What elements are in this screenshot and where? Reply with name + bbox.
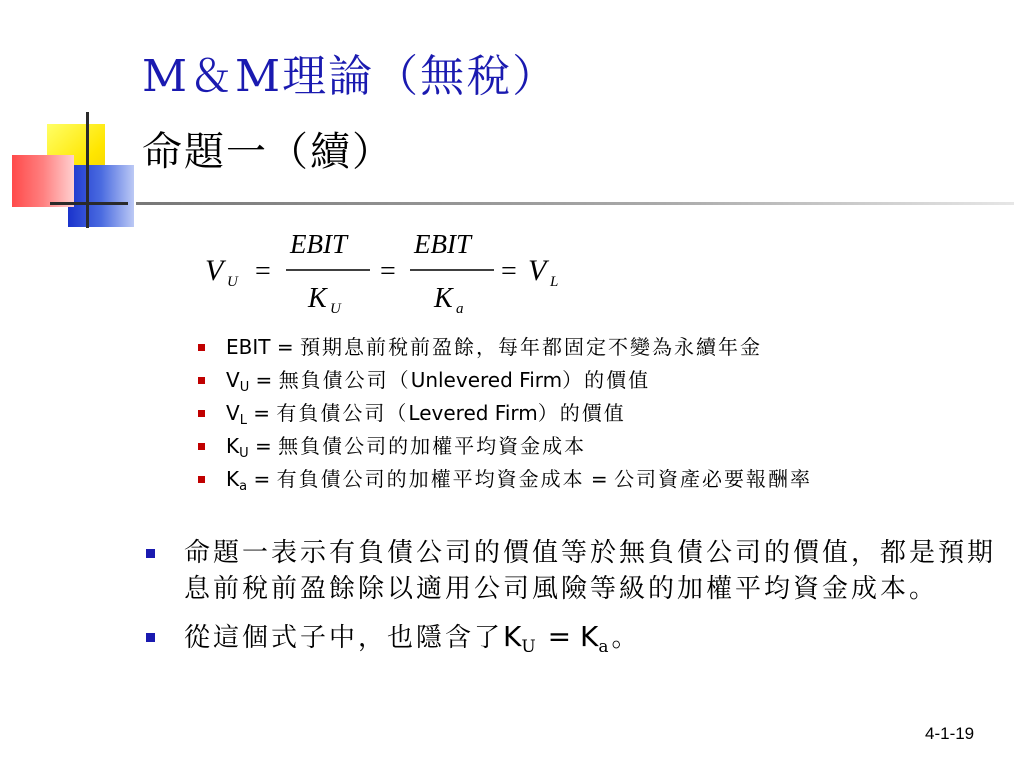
formula-eq-2: =: [380, 256, 396, 287]
decor-horizontal-line: [50, 202, 128, 205]
formula-lhs-sub: U: [227, 274, 238, 290]
title-divider: [136, 202, 1014, 205]
def-equals: =: [247, 467, 277, 491]
def-latin: Unlevered Firm: [410, 368, 563, 392]
bullet: [146, 549, 155, 558]
main-points: [146, 535, 1006, 665]
definition-list: [198, 332, 812, 497]
point-k-sub: a: [598, 637, 612, 657]
point-k-term: K: [579, 620, 599, 653]
definition-item: [198, 365, 812, 398]
mm-formula: [200, 224, 580, 324]
def-term: K: [226, 434, 240, 458]
def-text: 預期息前稅前盈餘，每年都固定不變為永續年金: [299, 335, 762, 359]
page-number: 4-1-19: [925, 724, 975, 743]
point-text: 從這個式子中，也隱含了: [184, 623, 504, 653]
def-term: EBIT: [226, 335, 271, 359]
formula-frac1-den-sub: U: [330, 301, 341, 317]
formula-lhs-var: V: [205, 254, 224, 287]
def-term-sub: U: [239, 380, 250, 395]
decor-blue-square: [68, 165, 134, 227]
def-equals: =: [248, 434, 279, 458]
def-term: V: [226, 368, 240, 392]
formula-frac2-den-var: K: [434, 283, 453, 314]
decor-vertical-line: [86, 112, 89, 228]
definition-item: [198, 464, 812, 497]
def-text: 有負債公司（: [276, 401, 409, 425]
def-text: 無負債公司的加權平均資金成本: [278, 434, 587, 458]
bullet: [198, 344, 205, 351]
def-term-sub: a: [239, 479, 248, 494]
def-equals: =: [584, 467, 615, 491]
def-term: V: [226, 401, 240, 425]
def-equals: =: [246, 401, 277, 425]
definition-item: [198, 431, 812, 464]
formula-eq-1: =: [255, 256, 271, 287]
def-term: K: [226, 467, 240, 491]
bullet: [198, 377, 205, 384]
point-text: 。: [611, 623, 641, 653]
bullet: [146, 633, 155, 642]
point-k-sub: U: [521, 637, 539, 657]
def-term-sub: L: [239, 413, 247, 428]
formula-frac2-num: EBIT: [414, 229, 471, 259]
slide-subtitle: 命題一（續）: [142, 129, 394, 175]
definition-item: [198, 398, 812, 431]
formula-frac1-num: EBIT: [290, 229, 347, 259]
formula-eq-3: =: [501, 256, 517, 287]
definition-item: [198, 332, 812, 365]
bullet: [198, 443, 205, 450]
formula-frac2-den-sub: a: [456, 301, 464, 317]
def-latin: Levered Firm: [408, 401, 538, 425]
point-k-term: K: [503, 620, 522, 653]
slide-title: M＆M理論（無稅）: [142, 51, 559, 102]
formula-svg: [200, 224, 580, 324]
def-text: ）的價值: [537, 401, 626, 425]
formula-rhs-sub: L: [550, 274, 559, 290]
formula-frac1-den-var: K: [308, 283, 327, 314]
def-term-sub: U: [239, 446, 249, 461]
formula-rhs-var: V: [528, 254, 547, 287]
point-item: [146, 535, 1006, 607]
def-text: ）的價值: [562, 368, 651, 392]
decor-red-square: [12, 155, 74, 207]
def-equals: =: [270, 335, 300, 359]
bullet: [198, 476, 205, 483]
point-text: 命題一表示有負債公司的價值等於無負債公司的價值，都是預期息前稅前盈餘除以適用公司風險等級的加權平均資金成本。: [184, 538, 997, 604]
def-text: 無負債公司（: [278, 368, 411, 392]
bullet: [198, 410, 205, 417]
def-text: 公司資產必要報酬率: [614, 467, 813, 491]
def-equals: =: [249, 368, 279, 392]
def-text: 有負債公司的加權平均資金成本: [276, 467, 585, 491]
point-item: [146, 619, 1006, 665]
point-equals: =: [538, 620, 580, 653]
